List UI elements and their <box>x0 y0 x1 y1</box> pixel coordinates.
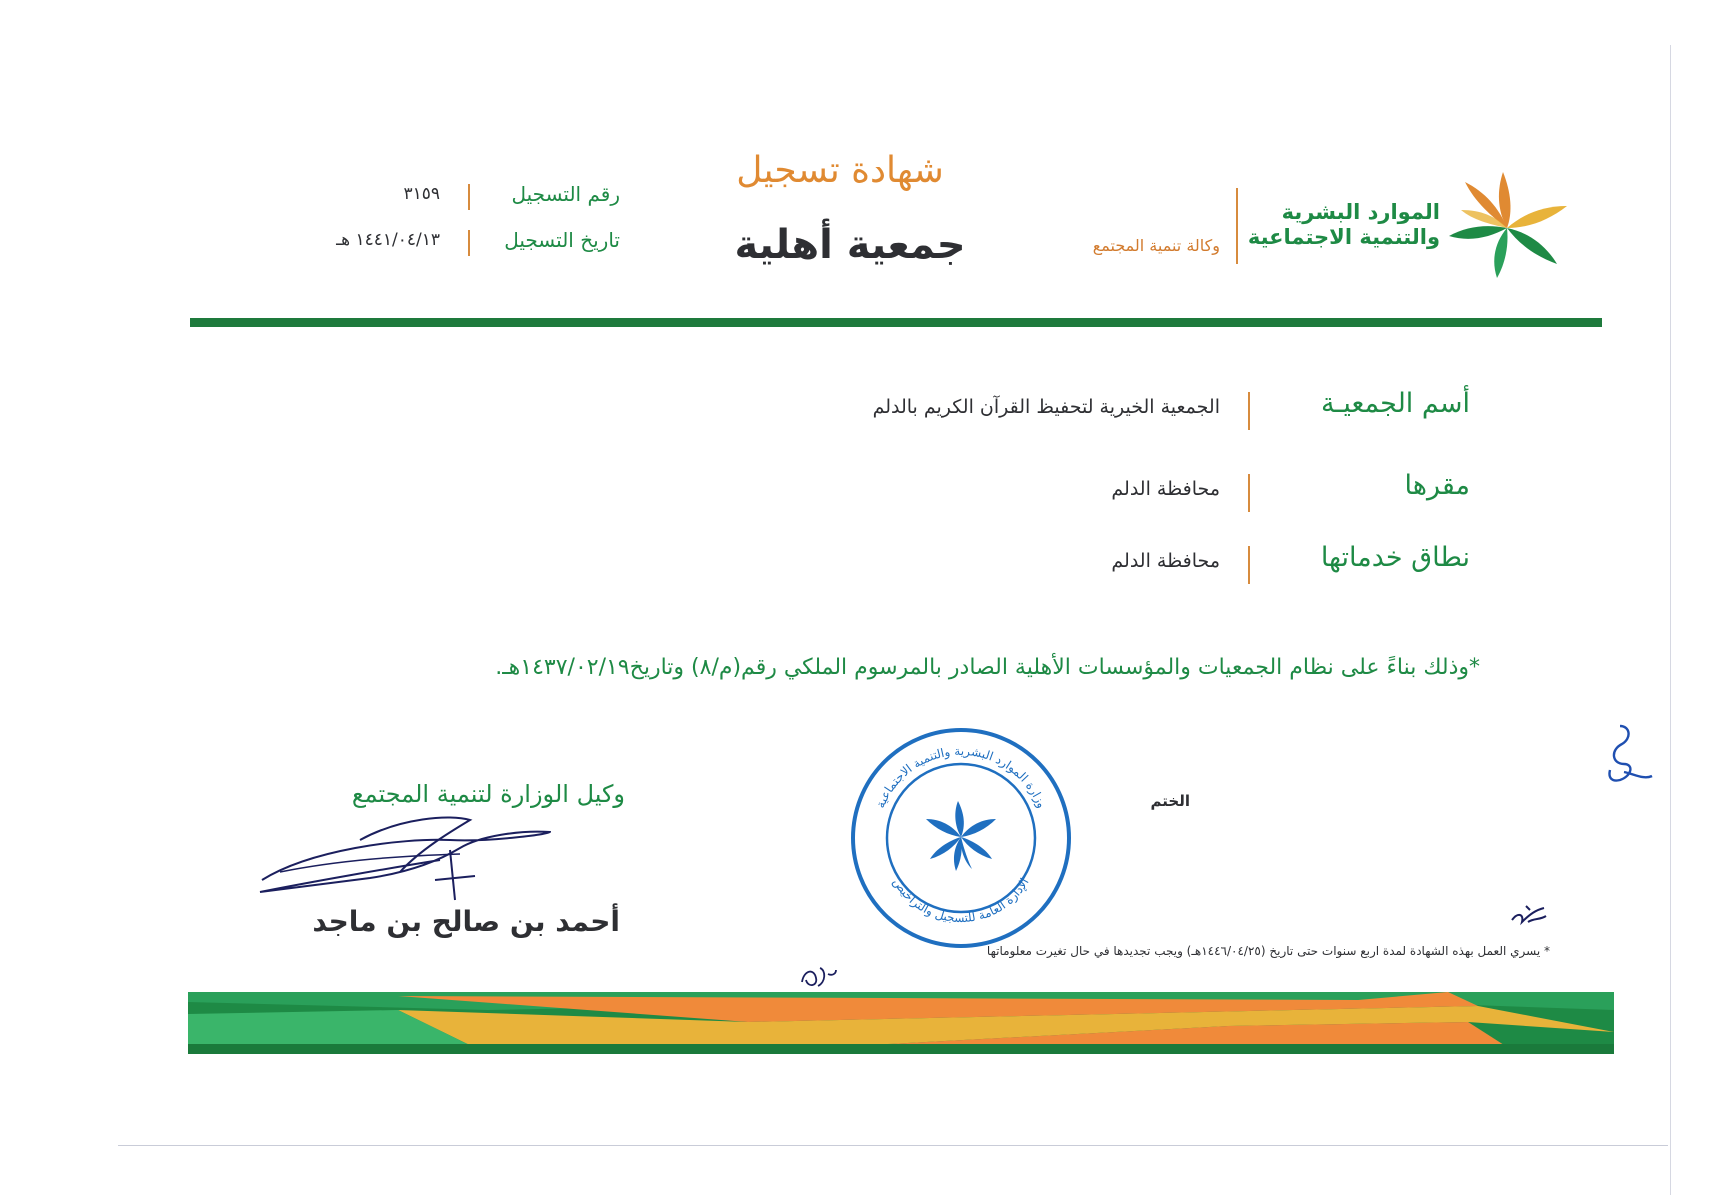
stamp-inner-text: الإدارة العامة للتسجيل والتراخيص <box>890 875 1032 926</box>
scope-divider <box>1248 546 1250 584</box>
certificate-title: شهادة تسجيل <box>736 150 944 191</box>
registration-number-divider <box>468 184 470 210</box>
registration-number-value: ٣١٥٩ <box>403 184 440 204</box>
header-rule <box>190 318 1602 327</box>
seat-divider <box>1248 474 1250 512</box>
validity-footnote: * يسري العمل بهذه الشهادة لمدة اربع سنوات حتى تاريخ (١٤٤٦/٠٤/٢٥هـ) ويجب تجديدها في حال تغيرت معلوماتها <box>986 944 1550 958</box>
association-name-label: أسم الجمعيـة <box>1320 388 1470 419</box>
seat-value: محافظة الدلم <box>1111 478 1220 500</box>
stamp-outer-text: وزارة الموارد البشرية والتنمية الاجتماعية <box>873 743 1049 811</box>
scope-label: نطاق خدماتها <box>1320 542 1470 573</box>
registration-date-row <box>280 228 620 258</box>
registration-number-row <box>280 182 620 212</box>
ministry-name-line1: الموارد البشرية <box>1281 200 1440 224</box>
official-stamp <box>848 725 1074 951</box>
scope-value: محافظة الدلم <box>1111 550 1220 572</box>
seat-label: مقرها <box>1404 470 1470 501</box>
association-name-divider <box>1248 392 1250 430</box>
handwritten-initial-footnote <box>796 960 840 990</box>
certificate-subtitle: جمعية أهلية <box>734 222 966 268</box>
seat-row <box>500 470 1470 514</box>
agency-name: وكالة تنمية المجتمع <box>1092 236 1220 255</box>
signer-name: أحمد بن صالح بن ماجد <box>312 905 620 938</box>
association-name-row <box>500 388 1470 432</box>
signer-title: وكيل الوزارة لتنمية المجتمع <box>351 780 625 808</box>
page-edge-bottom <box>118 1145 1668 1146</box>
ministry-name <box>1230 200 1440 250</box>
association-name-value: الجمعية الخيرية لتحفيظ القرآن الكريم بالدلم <box>872 396 1220 418</box>
header-divider <box>1236 188 1238 264</box>
seal-label: الختم <box>1150 792 1190 810</box>
footer-decorative-band <box>188 992 1614 1054</box>
ministry-palm-logo-icon <box>1445 170 1570 280</box>
page-edge-right <box>1670 45 1671 1195</box>
scope-row <box>500 542 1470 586</box>
legal-basis-text: *وذلك بناءً على نظام الجمعيات والمؤسسات الأهلية الصادر بالمرسوم الملكي رقم(م/٨) وتاريخ١٤٣٧/٠٢/١٩هـ. <box>495 655 1480 680</box>
handwritten-signature <box>250 810 570 910</box>
registration-date-divider <box>468 230 470 256</box>
handwritten-initial <box>1590 720 1660 790</box>
registration-number-label: رقم التسجيل <box>511 182 620 206</box>
registration-date-label: تاريخ التسجيل <box>504 228 620 252</box>
ministry-name-line2: والتنمية الاجتماعية <box>1247 225 1440 249</box>
handwritten-initial-small <box>1508 902 1550 928</box>
registration-date-value: ١٤٤١/٠٤/١٣ هـ <box>336 230 440 250</box>
